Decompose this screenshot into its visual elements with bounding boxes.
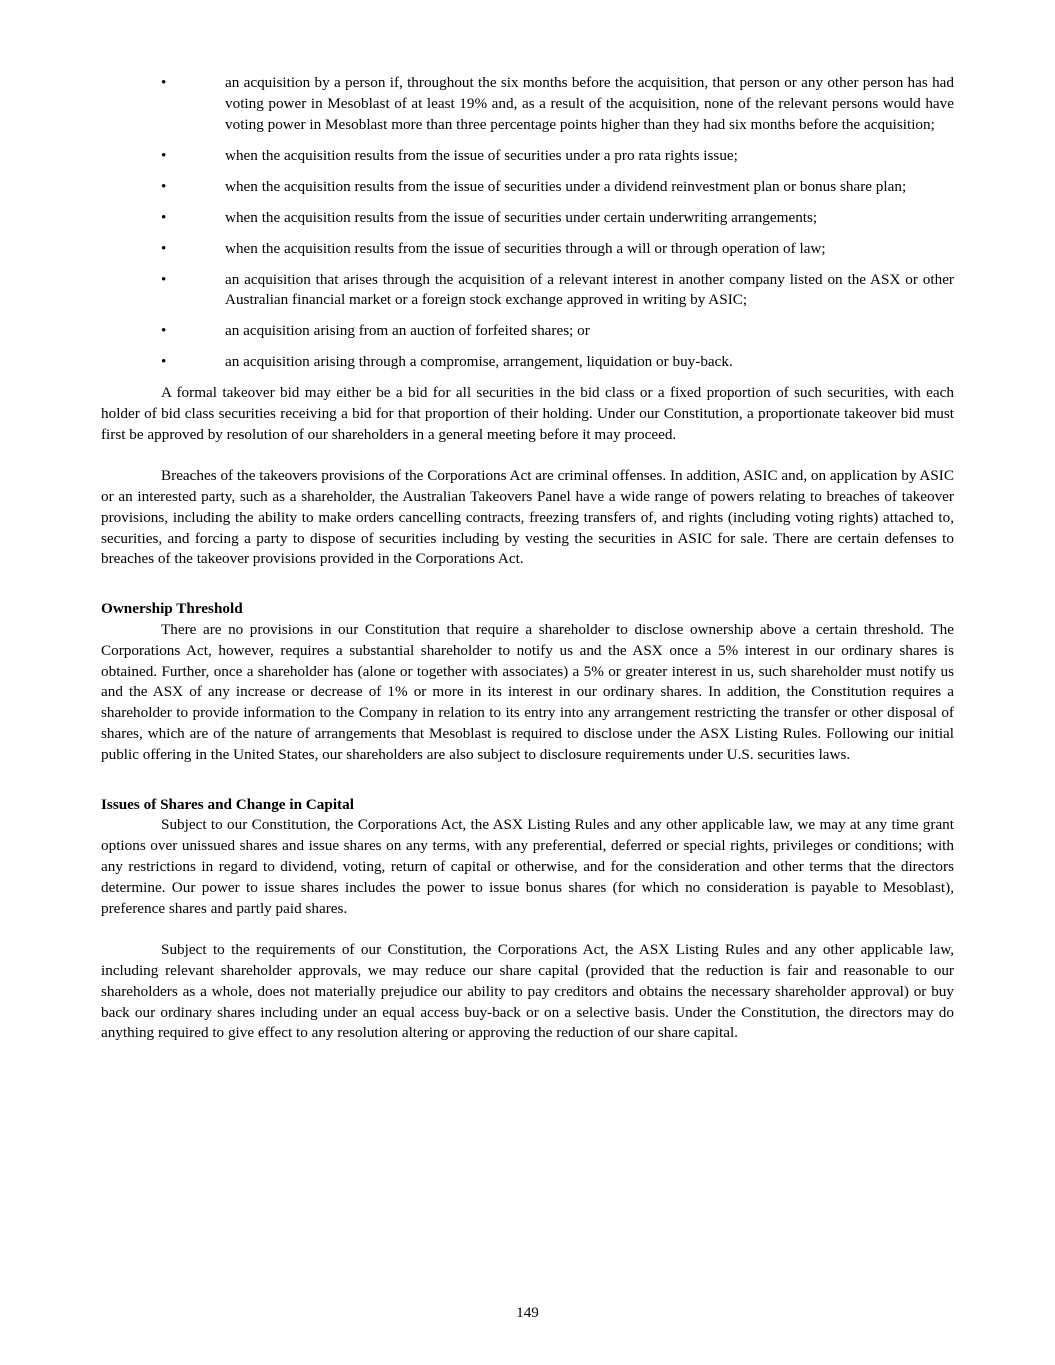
- bullet-marker: •: [161, 353, 167, 371]
- list-item-text: an acquisition arising through a compromise, arrangement, liquidation or buy-back.: [225, 353, 733, 371]
- breaches-paragraph: Breaches of the takeovers provisions of the Corporations Act are criminal offenses. In addition, ASIC and, on application by ASIC or an interested party, such as a shareholder, the Australian Takeovers Panel have a wide range of powers relating to breaches of takeover provisions, including the ability to make orders cancelling contracts, freezing transfers of, and rights (including voting rights) attached to, securities, and forcing a party to dispose of securities including by vesting the securities in ASIC for sale. There are certain defenses to breaches of the takeover provisions provided in the Corporations Act.: [101, 467, 954, 568]
- bullet-marker: •: [161, 208, 167, 226]
- list-item-text: when the acquisition results from the issue of securities through a will or through operation of law;: [225, 239, 826, 257]
- list-item: [101, 146, 954, 167]
- ownership-threshold-paragraph: There are no provisions in our Constitution that require a shareholder to disclose ownership above a certain threshold. The Corporations Act, however, requires a substantial shareholder to notify us and the ASX once a 5% interest in our ordinary shares is obtained. Further, once a shareholder has (alone or together with associates) a 5% or greater interest in us, such shareholder must notify us and the ASX of any increase or decrease of 1% or more in its interest in our ordinary shares. In addition, the Constitution requires a shareholder to provide information to the Company in relation to its entry into any arrangement restricting the transfer or other disposal of shares, which are of the nature of arrangements that Mesoblast is required to disclose under the ASX Listing Rules. Following our initial public offering in the United States, our shareholders are also subject to disclosure requirements under U.S. securities laws.: [101, 621, 954, 763]
- page-number: 149: [516, 1304, 539, 1321]
- list-item: [101, 321, 954, 342]
- bullet-marker: •: [161, 270, 167, 288]
- document-page: [101, 73, 954, 1044]
- bullet-marker: •: [161, 239, 167, 257]
- acquisition-exceptions-list: [101, 73, 954, 373]
- issues-of-shares-paragraph: Subject to our Constitution, the Corporations Act, the ASX Listing Rules and any other applicable law, we may at any time grant options over unissued shares and issue shares on any terms, with any preferential, deferred or special rights, privileges or conditions; with any restrictions in regard to dividend, voting, return of capital or otherwise, and for the consideration and other terms that the directors determine. Our power to issue shares includes the power to issue bonus shares (for which no consideration is payable to Mesoblast), preference shares and partly paid shares.: [101, 816, 954, 917]
- bullet-marker: •: [161, 322, 167, 340]
- list-item: [101, 239, 954, 260]
- list-item: [101, 352, 954, 373]
- bullet-marker: •: [161, 177, 167, 195]
- list-item-text: an acquisition that arises through the acquisition of a relevant interest in another company listed on the ASX or other Australian financial market or a foreign stock exchange approved in writing by ASIC;: [225, 270, 954, 309]
- bullet-marker: •: [161, 74, 167, 91]
- list-item: [101, 270, 954, 312]
- issues-of-shares-heading: Issues of Shares and Change in Capital: [101, 795, 354, 813]
- list-item-text: when the acquisition results from the issue of securities under a dividend reinvestment plan or bonus share plan;: [225, 177, 907, 195]
- list-item-text: an acquisition by a person if, throughout the six months before the acquisition, that person or any other person has had voting power in Mesoblast of at least 19% and, as a result of the acquisition, none of the relevant persons would have voting power in Mesoblast more than three percentage points higher than they had six months before the acquisition;: [225, 74, 954, 133]
- list-item: [101, 73, 954, 135]
- bullet-marker: •: [161, 146, 167, 164]
- list-item-text: when the acquisition results from the issue of securities under certain underwriting arrangements;: [225, 208, 818, 226]
- reduce-capital-paragraph: Subject to the requirements of our Constitution, the Corporations Act, the ASX Listing Rules and any other applicable law, including relevant shareholder approvals, we may reduce our share capital (provided that the reduction is fair and reasonable to our shareholders as a whole, does not materially prejudice our ability to pay creditors and obtains the necessary shareholder approval) or buy back our ordinary shares including under an equal access buy-back or on a selective basis. Under the Constitution, the directors may do anything required to give effect to any resolution altering or approving the reduction of our share capital.: [101, 941, 954, 1042]
- list-item-text: an acquisition arising from an auction of forfeited shares; or: [225, 322, 590, 340]
- ownership-threshold-heading: Ownership Threshold: [101, 600, 243, 618]
- list-item: [101, 177, 954, 198]
- list-item-text: when the acquisition results from the issue of securities under a pro rata rights issue;: [225, 146, 738, 164]
- takeover-bid-paragraph: A formal takeover bid may either be a bid for all securities in the bid class or a fixed proportion of such securities, with each holder of bid class securities receiving a bid for that proportion of their holding. Under our Constitution, a proportionate takeover bid must first be approved by resolution of our shareholders in a general meeting before it may proceed.: [101, 384, 954, 443]
- list-item: [101, 208, 954, 229]
